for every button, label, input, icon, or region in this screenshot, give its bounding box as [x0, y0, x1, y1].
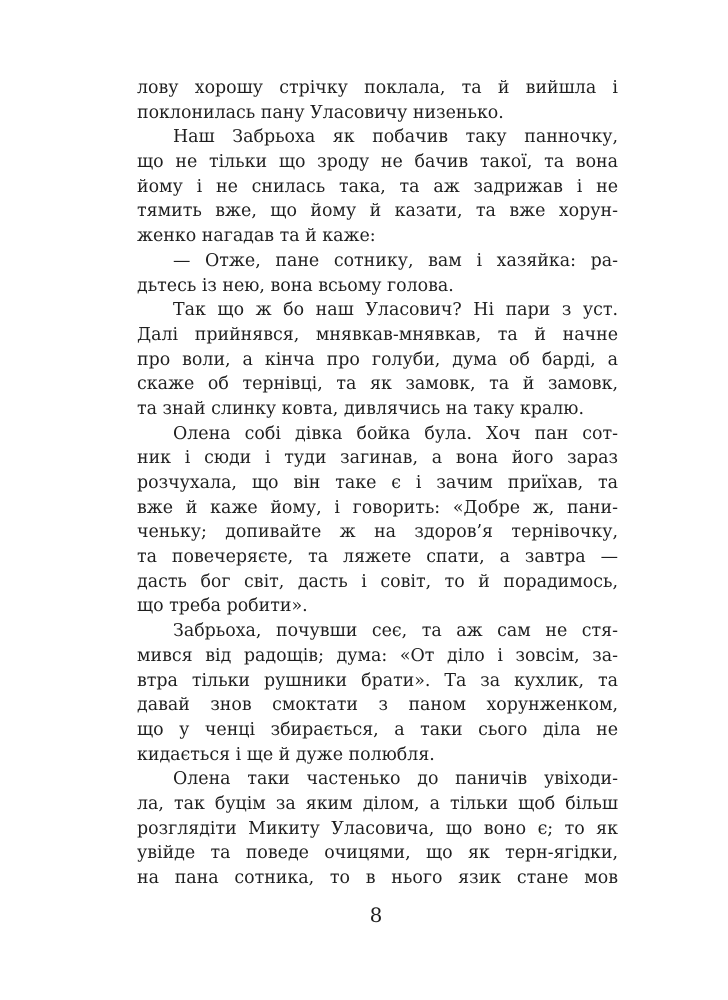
- text-line: розчухала, що він таке є і зачим приїхав, та: [137, 473, 618, 493]
- text-line: на пана сотника, то в нього язик стане мов: [137, 868, 618, 888]
- text-line: женко нагадав та й каже:: [137, 226, 376, 247]
- text-line: ченьку; допивайте ж на здоров’я тернівочку,: [137, 522, 618, 543]
- text-line: дьтесь із нею, вона всьому голова.: [137, 275, 454, 296]
- text-line: втра тільки рушники брати». Та за кухлик, та: [137, 670, 618, 691]
- text-line: що не тільки що зроду не бачив такої, та вона: [137, 152, 618, 173]
- text-line: дасть бог світ, дасть і совіт, то й порадимось,: [137, 571, 618, 592]
- page-body-text: [137, 76, 618, 891]
- page-number: 8: [369, 903, 383, 927]
- text-line: ник і сюди і туди загинав, а вона його зараз: [137, 448, 618, 469]
- text-line: про воли, а кінча про голуби, дума об барді, а: [137, 349, 618, 370]
- text-line: кидається і ще й дуже полюбля.: [137, 744, 435, 765]
- text-line: Далі прийнявся, мнявкав-мнявкав, та й начне: [137, 324, 618, 345]
- text-line: Наш Забрьоха як побачив таку панночку,: [173, 127, 618, 148]
- text-line: давай знов смоктати з паном хорунженком,: [137, 695, 618, 716]
- text-line: мився від радощів; дума: «От діло і зовсім, за-: [137, 645, 618, 666]
- text-line: увійде та поведе очицями, що як терн-ягідки,: [137, 843, 618, 864]
- text-line: Олена собі дівка бойка була. Хоч пан сот-: [173, 423, 618, 444]
- text-line: Олена таки частенько до паничів увіходи-: [173, 769, 618, 790]
- text-line: — Отже, пане сотнику, вам і хазяйка: ра-: [173, 250, 618, 271]
- text-line: поклонилась пану Уласовичу низенько.: [137, 102, 504, 123]
- text-line: що треба робити».: [137, 596, 308, 617]
- text-line: та повечеряєте, та ляжете спати, а завтра —: [137, 547, 618, 568]
- text-line: скаже об тернівці, та як замовк, та й замовк,: [137, 374, 618, 395]
- text-line: тямить вже, що йому й казати, та вже хорун-: [137, 201, 618, 222]
- text-line: ла, так буцім за яким ділом, а тільки щоб більш: [137, 793, 618, 814]
- text-line: йому і не снилась така, та аж задрижав і не: [137, 176, 618, 197]
- text-line: Так що ж бо наш Уласович? Ні пари з уст.: [173, 300, 618, 321]
- text-line: лову хорошу стрічку поклала, та й вийшла і: [137, 78, 618, 98]
- text-line: Забрьоха, почувши сеє, та аж сам не стя-: [173, 621, 618, 642]
- text-line: та знай слинку ковта, дивлячись на таку кралю.: [137, 398, 584, 419]
- text-line: вже й каже йому, і говорить: «Добре ж, пани-: [137, 497, 618, 518]
- text-line: що у ченці збирається, а таки сього діла не: [137, 719, 618, 740]
- text-line: розглядіти Микиту Уласовича, що воно є; то як: [137, 818, 618, 839]
